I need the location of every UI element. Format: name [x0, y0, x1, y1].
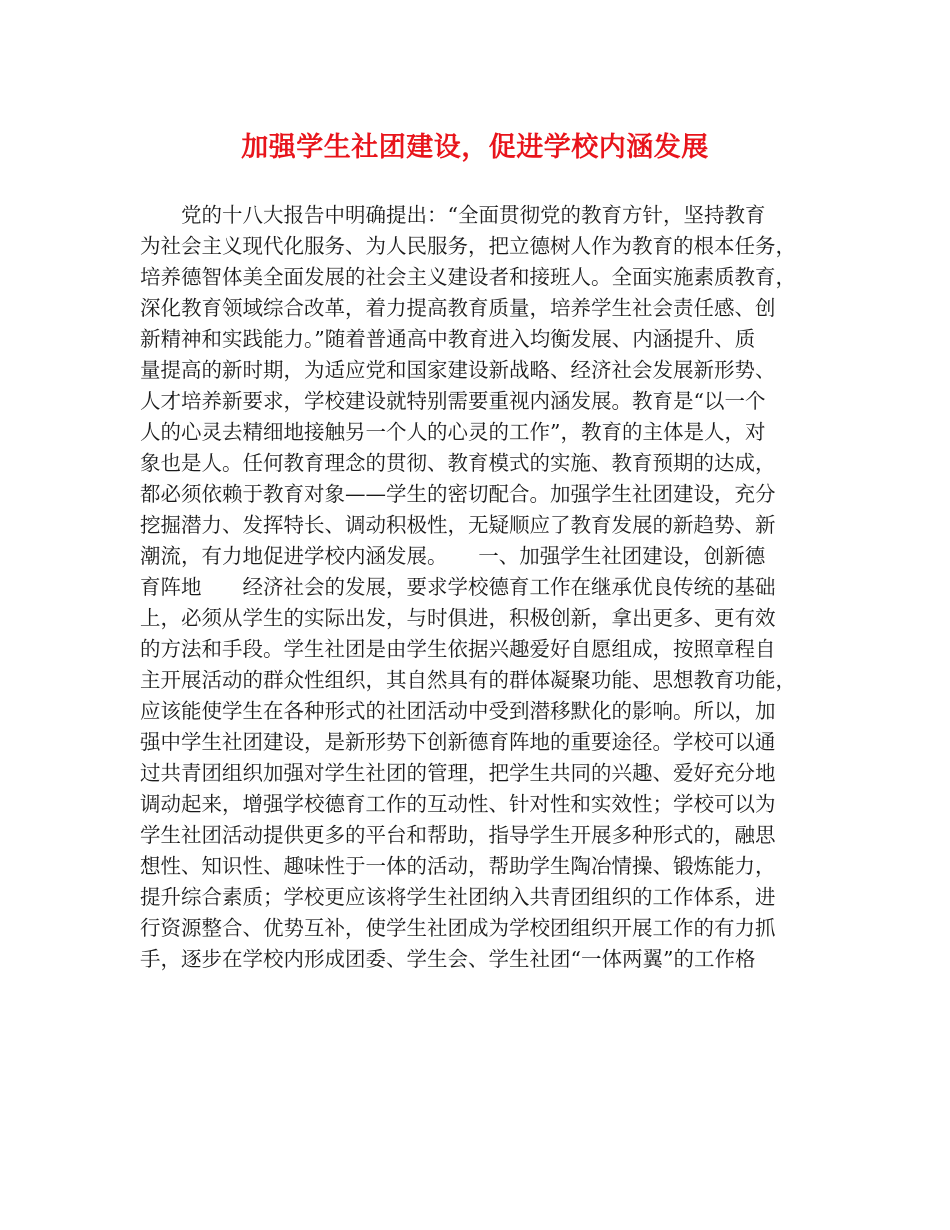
- body-text-line: 育阵地 经济社会的发展，要求学校德育工作在继承优良传统的基础: [140, 575, 776, 599]
- body-text-line: 强中学生社团建设，是新形势下创新德育阵地的重要途径。学校可以通: [140, 730, 776, 754]
- body-text-line: 想性、知识性、趣味性于一体的活动，帮助学生陶冶情操、锻炼能力，: [140, 854, 776, 878]
- body-text-line: 主开展活动的群众性组织，其自然具有的群体凝聚功能、思想教育功能，: [140, 668, 796, 692]
- body-text-line: 调动起来，增强学校德育工作的互动性、针对性和实效性；学校可以为: [140, 792, 776, 816]
- body-text-line: 深化教育领域综合改革，着力提高教育质量，培养学生社会责任感、创: [140, 296, 776, 320]
- body-text-line: 手，逐步在学校内形成团委、学生会、学生社团“一体两翼”的工作格: [140, 947, 756, 971]
- body-text-line: 学生社团活动提供更多的平台和帮助，指导学生开展多种形式的，融思: [140, 823, 776, 847]
- body-text-line: 应该能使学生在各种形式的社团活动中受到潜移默化的影响。所以，加: [140, 699, 776, 723]
- document-title: 加强学生社团建设，促进学校内涵发展: [241, 132, 709, 163]
- body-text-line: 人才培养新要求，学校建设就特别需要重视内涵发展。教育是“以一个: [140, 389, 766, 413]
- body-text-line: 提升综合素质；学校更应该将学生社团纳入共青团组织的工作体系，进: [140, 885, 776, 909]
- body-text-line: 挖掘潜力、发挥特长、调动积极性，无疑顺应了教育发展的新趋势、新: [140, 513, 776, 537]
- document-body: [140, 200, 830, 975]
- body-text-line: 象也是人。任何教育理念的贯彻、教育模式的实施、教育预期的达成，: [140, 451, 776, 475]
- body-text-line: 量提高的新时期，为适应党和国家建设新战略、经济社会发展新形势、: [140, 358, 776, 382]
- body-text-line: 潮流，有力地促进学校内涵发展。 一、加强学生社团建设，创新德: [140, 544, 766, 568]
- body-text-line: 行资源整合、优势互补，使学生社团成为学校团组织开展工作的有力抓: [140, 916, 776, 940]
- body-text-line: 党的十八大报告中明确提出：“全面贯彻党的教育方针，坚持教育: [140, 203, 766, 227]
- body-text-line: 新精神和实践能力。”随着普通高中教育进入均衡发展、内涵提升、质: [140, 327, 756, 351]
- body-text-line: 过共青团组织加强对学生社团的管理，把学生共同的兴趣、爱好充分地: [140, 761, 776, 785]
- body-text-line: 的方法和手段。学生社团是由学生依据兴趣爱好自愿组成，按照章程自: [140, 637, 776, 661]
- body-text-line: 培养德智体美全面发展的社会主义建设者和接班人。全面实施素质教育，: [140, 265, 796, 289]
- body-text-line: 人的心灵去精细地接触另一个人的心灵的工作”，教育的主体是人，对: [140, 420, 766, 444]
- body-text-line: 都必须依赖于教育对象——学生的密切配合。加强学生社团建设，充分: [140, 482, 776, 506]
- body-text-line: 为社会主义现代化服务、为人民服务，把立德树人作为教育的根本任务，: [140, 234, 796, 258]
- body-text-line: 上，必须从学生的实际出发，与时俱进，积极创新，拿出更多、更有效: [140, 606, 776, 630]
